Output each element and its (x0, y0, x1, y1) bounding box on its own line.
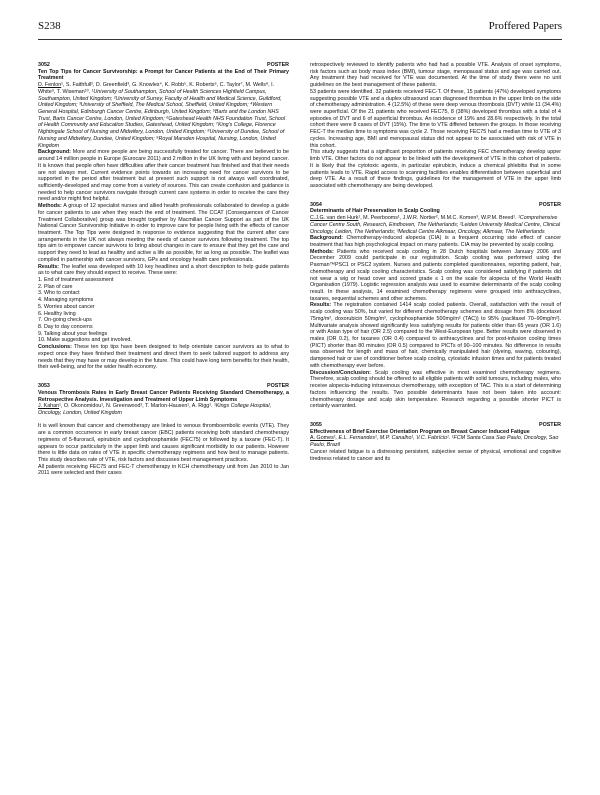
author-list (310, 435, 561, 448)
methods-label: Methods: (38, 203, 62, 210)
background-text: More and more people are being successfully treated for cancer. There are believed to be around 14 million people in Europe (Eurocare 2011) and 2 million in the UK living with and beyond cancer. It is known that people often have difficulties after their cancer treatment has finished and that their needs are not always met. Current evidence points towards an increasing need for cancer survivors to be supported in the period after treatment but at present such support is not always well coordinated, sufficiently-developed and may come from a variety of sources. This can create confusion and guidance is needed to help cancer survivors navigate through current care systems in order to receive the care they need and/or might find helpful. (38, 149, 289, 203)
abstract-type: POSTER (267, 383, 289, 390)
list-item: 4. Managing symptoms (38, 297, 94, 304)
body-paragraph: retrospectively reviewed to identify patients who had had a possible VTE. Analysis of onset symptoms, risk factors such as body mass index (BMI), tumour stage, menopausal status and age was carried out. Any treatment they had received for VTE was documented. At the time of study there were no unit guidelines on the best management of these patients. (310, 62, 561, 89)
results-text: The registration contained 1414 scalp cooled patients. Overall, satisfaction with the result of scalp cooling was 50%, but varied for different chemotherapy schemes and dosage from 8% (docetaxel 75mg/m², doxorubicin 50mg/m², cyclophosphamide 500mg/m² (TAC)) to 95% (paclitaxel 70–90mg/m²). Multivariate analysis showed significantly less satisfying results for patients older than 65 years (OR 1.6) or with Asian type of hair (OR 2.5) compared to the West-European type. Better results were observed in males (OR 0.2), for taxanes (OR 0.4) compared to anthracyclines and for post-infusion cooling times (PICT) shorter than 80 minutes (OR 0.5) compared to PICTs of 90–100 minutes. No difference in results was observed for length and mass of hair, chemically manipulated hair (dyeing, waving, colouring), dampened hair or use of conditioner before scalp cooling, cytostatic infusion times and for patients treated with chemotherapy ever before. (310, 302, 561, 369)
presenting-author: J. Kahan (38, 403, 60, 410)
affiliations: ¹Kings College Hospital, Oncology, London, United Kingdom (38, 403, 272, 416)
results-text: The leaflet was developed with 10 key headlines and a short description to help guide patients as to what care they should expect to receive. These were: (38, 263, 289, 277)
abstract-title: Effectiveness of Brief Exercise Orientation Program on Breast Cancer Induced Fatigue (310, 428, 530, 435)
co-authors: ¹, E.L. Fernandes¹, M.P. Canalho¹, V.C. Fabrício¹. ¹FCM Santa Casa Sao Paulo, Oncology, Sao Paulo, Brazil (310, 435, 559, 449)
body-paragraph: All patients receiving FEC75 and FEC-T chemotherapy in KCH chemotherapy unit from Jan 2010 to Jan 2011 were selected and their cases (38, 463, 289, 477)
methods-text: A group of 12 specialist nurses and allied health professionals collaborated to develop a guide for cancer patients to use when they reach the end of treatment. The CCAT (Consequences of Cancer Treatment Collaborative) group was brought together by Macmillan Cancer Support as part of the UK National Cancer Survivorship Initiative in order to improve care for people living with the effects of cancer treatment. The Top Tips were designed in response to evidence suggesting that the current after care arrangements in the UK not always meeting the needs of cancer survivors following treatment. The top tips aim to empower cancer survivors to bring about changes in care to ensure that they get the care and support they need to lead as healthy and active a life as possible, for as long as possible. The leaflet was compiled in partnership with cancer survivors, GPs and oncology health care professionals. (38, 203, 289, 263)
presenting-author: D. Fenlon (38, 82, 62, 89)
author-list (38, 403, 289, 416)
co-authors: ¹, S. Faithfull², D. Greenfield³, G. Knowles⁴, K. Robb⁵, K. Roberts⁶, C. Taylor⁷, M. Wells⁸, I. White⁹, T. Wiseman¹⁰. (38, 82, 275, 95)
conclusions-text: These ten top tips have been designed to help orientate cancer survivors as to what to expect once they have finished their treatment and direct them to seek tailored support to address any needs that they may have or may develop in the future. This could have long term benefits for their health, their well-being, and for the wider health economy. (38, 344, 289, 371)
author-list (38, 82, 289, 149)
abstract-3053-continued (310, 62, 561, 190)
affiliations: ¹University of Southampton, School of Health Sciences Highfield Campus, Southampton, United Kingdom; ²University of Surrey, Faculty of Health and Medical Science, Guildford, United Kingdom; ³University of Sheffield, The Medical School, Sheffield, United Kingdom; ⁴Western General Hospital, Edinburgh Cancer Centre, Edinburgh, United Kingdom; ⁵Barts and the London NHS Trust, Barts Cancer Centre, London, United Kingdom; ⁶Gateshead Health NHS Foundation Trust, School of Health Community and Education Studies, Gateshead, United Kingdom; ⁷King's College, Florence Nightingale School of Nursing and Midwifery, London, United Kingdom; ⁸University of Dundee, School of Nursing and Midwifery, Dundee, United Kingdom; ⁹Royal Marsden Hospital, Nursing, London, United Kingdom (38, 88, 286, 149)
results-label: Results: (38, 263, 60, 270)
results-label: Results: (310, 302, 332, 309)
methods-paragraph (38, 203, 289, 263)
abstract-header (38, 383, 289, 390)
abstract-title: Ten Top Tips for Cancer Survivorship: a Prompt for Cancer Patients at the End of Their Primary Treatment (38, 68, 289, 82)
abstract-3054 (310, 202, 561, 410)
list-item: 8. Day to day concerns (38, 324, 93, 331)
right-column (310, 62, 561, 474)
abstract-type: POSTER (539, 201, 561, 208)
author-list (310, 215, 561, 235)
abstract-number: 3052 (38, 62, 50, 68)
list-item: 10. Make suggestions and get involved. (38, 337, 132, 344)
list-item: 3. Who to contact (38, 290, 80, 297)
abstract-number: 3054 (310, 201, 322, 208)
list-item: 9. Talking about your feelings (38, 330, 108, 337)
background-paragraph (310, 235, 561, 248)
body-paragraph: This study suggests that a significant proportion of patients receiving FEC chemotherapy develop upper limb VTE. Other factors do not appear to be linked with the development of VTE in this cohort of patients. It is likely that the cytotoxic agents, in particular epirubicin, induce a chemical phlebitis that in some patients leads to VTE. Rapid access to scanning facilities enables differentiation between superficial and deep VTE. As a result of these findings, guidelines for the management of VTE in the upper limb associated with chemotherapy are being developed. (310, 149, 561, 189)
abstract-type: POSTER (539, 421, 561, 428)
results-paragraph (310, 302, 561, 369)
background-label: Background: (310, 235, 343, 242)
background-label: Background: (38, 149, 71, 156)
abstract-header (38, 62, 289, 69)
abstract-header (310, 422, 561, 429)
list-item: 1. End of treatment assessment (38, 277, 114, 283)
background-text: Chemotherapy-induced alopecia (CIA) is a frequent occurring side effect of cancer treatment that has high psychological impact on many patients. CIA may be prevented by scalp cooling. (310, 235, 561, 248)
abstract-3053 (38, 383, 289, 477)
discussion-text: Scalp cooling was effective in most examined chemotherapy regimens. Therefore, scalp cooling should be offered to all eligible patients with solid tumours, including males, who receive alopecia-inducing intravenous chemotherapy, with exception of TAC. This is a start of determining factors influencing the results. Two possible determinants have not been taken into account: chemotherapy dosage and scalp skin temperature. Research regarding a possible shorter PICT is certainly warranted. (310, 369, 561, 410)
discussion-label: Discussion/Conclusion: (310, 369, 371, 376)
abstract-title: Determinants of Hair Preservation in Scalp Cooling (310, 208, 440, 215)
results-paragraph (38, 264, 289, 277)
body-paragraph: Cancer related fatigue is a distressing persistent, subjective sense of physical, emotional and cognitive tiredness related to cancer and its (310, 448, 561, 462)
abstract-3055 (310, 422, 561, 462)
methods-label: Methods: (310, 248, 334, 255)
journal-section: Proffered Papers (488, 20, 562, 32)
list-item: 5. Worries about cancer (38, 303, 95, 310)
abstract-type: POSTER (267, 62, 289, 68)
list-item: 6. Healthy living (38, 310, 76, 317)
conclusions-paragraph (38, 344, 289, 371)
abstract-number: 3055 (310, 421, 322, 428)
page-number: S238 (38, 20, 61, 32)
conclusions-label: Conclusions: (38, 344, 72, 351)
list-item: 2. Plan of care (38, 283, 73, 290)
abstract-number: 3053 (38, 383, 50, 390)
affiliations: ¹Comprehensive Cancer Centre South, Research, Eindhoven, The Netherlands; ²Leiden University Medical Centre, Clinical Oncology, Leiden, The Netherlands; ³Medical Centre Alkmaar, Oncology, Alkmaar, The Netherlands (310, 215, 561, 235)
co-authors: ¹, O. Okonomidou¹, N. Greenwood¹, T. Marlon-Hausen¹, A. Rigg¹. (59, 403, 213, 410)
body-paragraph: 53 patients were identified. 32 patients received FEC-T. Of these, 15 patients (47%) developed symptoms suggesting possible VTE and a duplex ultrasound scan diagnosed thrombus in the upper limb on the side of chemotherapy administration. 4 (12.5%) of these were deep venous thrombosis (DVT) while 11 (34.4%) were superficial. Of the 21 patients who received FEC75, 8 (38%) developed thrombus with a total of 4 episodes of DVT and 6 of superficial thrombus. An incidence of 19% and 28.6% respectively. In the total cohort there were 8 cases of DVT (15%). The time to VTE differed between the groups. In those receiving FEC-T the median time to symptoms was cycle 2. Those receiving FEC75 had a median time to VTE of 3 cycles. Increasing age, BMI and menopausal status did not appear to be associated with risk of VTE in this cohort. (310, 88, 561, 149)
left-column (38, 62, 289, 489)
discussion-paragraph (310, 370, 561, 410)
page-header (38, 20, 562, 34)
abstract-title: Venous Thrombosis Rates in Early Breast Cancer Patients Receiving Standard Chemotherapy, a Retrospective Analysis. Investigation and Treatment of Upper Limb Symptoms (38, 389, 289, 403)
presenting-author: A. Gomes (310, 435, 334, 442)
abstract-header (310, 202, 561, 209)
body-paragraph: It is well known that cancer and chemotherapy are linked to venous thromboembolic events (VTE). They are a common occurrence in early breast cancer (EBC) patients receiving both standard chemotherapy regimens of 5-fluroracil, epirubicin and cyclophosphamide (FEC75) or followed by a taxane (FEC-T). It appears to occur particularly in the upper limb and causes significant morbidity to our patients. However there is little data on rates of VTE in specific chemotherapy regimens and how best to manage patients. This study describes rate of VTE, risk factors and discusses best management practices. (38, 423, 289, 463)
tips-list (38, 277, 289, 344)
abstract-3052 (38, 62, 289, 371)
methods-text: Patients who received scalp cooling in 28 Dutch hospitals between January 2006 and December 2009 could participate in our registration. Scalp cooling was performed using the Paxman™PSC1 or PSC2 system. Nurses and patients completed questionnaires, reporting patient, hair, chemotherapy and scalp cooling characteristics. Scalp cooling was considered satisfying if patients did not wear a wig or head cover and scored grade ≤ 1 on the scale for alopecia of the World Health Organisation (1979). Logistic regression analysis was used to examine determinants of the scalp cooling result. In these analysis, 14 examined chemotherapy regimens were grouped into anthracyclines, taxanes, sequential schemes and other schemes. (310, 248, 561, 302)
background-paragraph (38, 149, 289, 203)
co-authors: ¹, M. Peerbooms¹, J.W.R. Nortier², M.M.C. Komen³, W.P.M. Breed¹. (358, 215, 517, 222)
list-item: 7. On-going check-ups (38, 317, 92, 324)
methods-paragraph (310, 249, 561, 303)
header-rule (38, 39, 562, 40)
presenting-author: C.J.G. van den Hurk (310, 215, 359, 222)
